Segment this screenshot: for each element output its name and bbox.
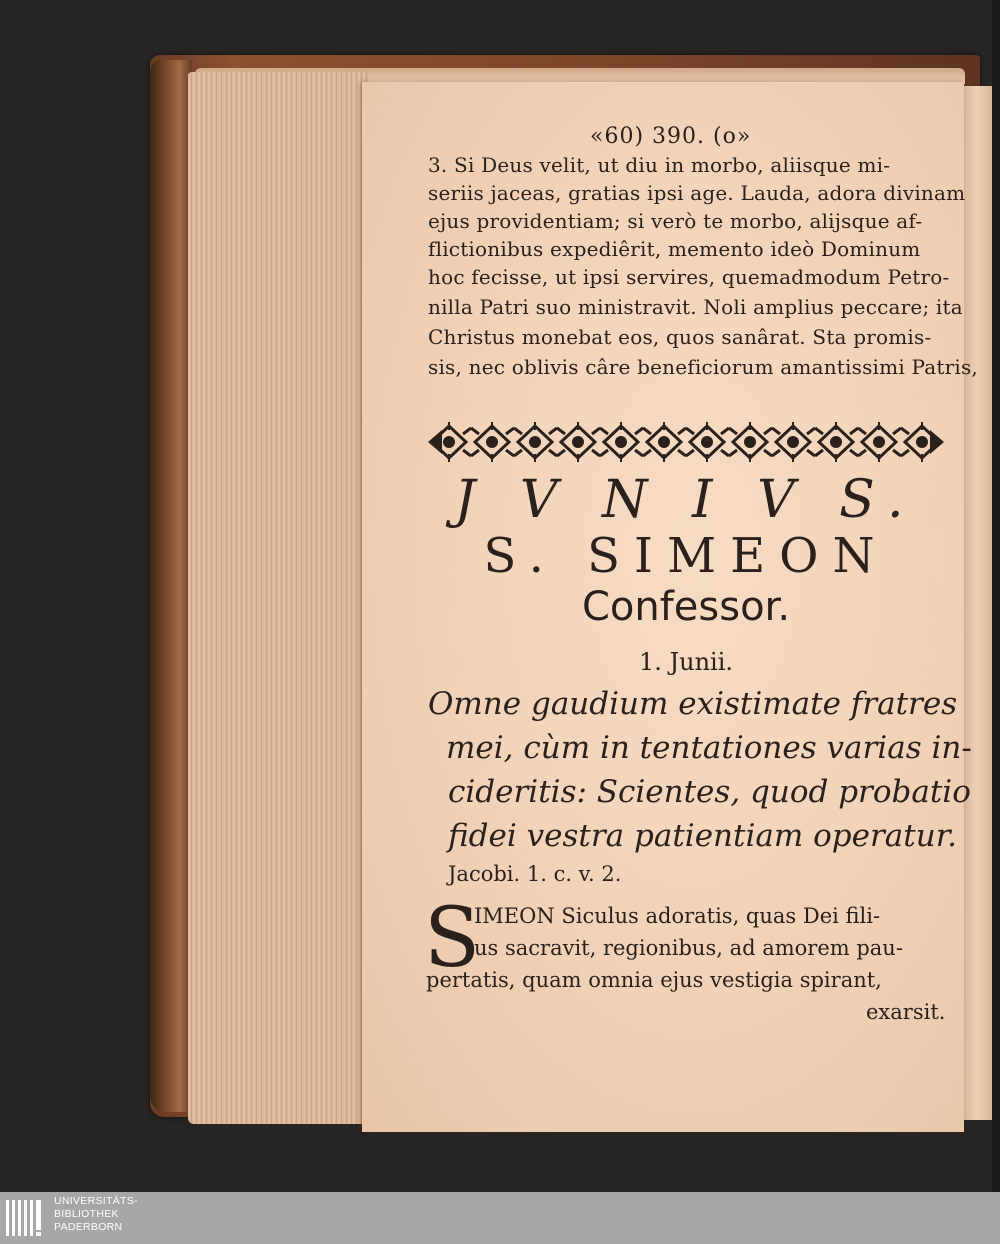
drop-cap: S <box>424 891 481 986</box>
running-header: «60) 390. (o» <box>590 124 752 149</box>
quote-line: fidei vestra patientiam operatur. <box>448 818 957 854</box>
saint-role: Confessor. <box>581 584 791 630</box>
scan-margin <box>992 0 1000 1192</box>
ornament-band <box>428 420 944 464</box>
quote-line: Omne gaudium existimate fratres <box>428 686 958 722</box>
logo-line: PADERBORN <box>54 1221 123 1233</box>
text-line: nilla Patri suo ministravit. Noli amplius peccare; ita <box>428 295 963 319</box>
quote-line: mei, cùm in tentationes varias in- <box>446 730 972 766</box>
text-line: exarsit. <box>866 1000 946 1024</box>
text-line: seriis jaceas, gratias ipsi age. Lauda, adora divinam <box>428 181 966 205</box>
text-line: us sacravit, regionibus, ad amorem pau- <box>474 936 903 960</box>
quote-line: cideritis: Scientes, quod probatio <box>448 774 971 810</box>
month-heading: J V N I V S. <box>454 470 918 530</box>
logo-line: UNIVERSITÄTS- <box>54 1195 138 1207</box>
quote-source: Jacobi. 1. c. v. 2. <box>448 862 622 886</box>
text-line: Christus monebat eos, quos sanârat. Sta promis- <box>428 325 932 349</box>
logo-line: BIBLIOTHEK <box>54 1208 119 1220</box>
library-logo-text <box>54 1195 138 1234</box>
feast-date: 1. Junii. <box>638 648 734 676</box>
library-footer <box>0 1192 1000 1244</box>
text-line: ejus providentiam; si verò te morbo, alijsque af- <box>428 209 923 233</box>
text-line: sis, nec oblivis câre beneficiorum amantissimi Patris, <box>428 355 978 379</box>
text-line: pertatis, quam omnia ejus vestigia spirant, <box>426 968 882 992</box>
text-line: IMEON Siculus adoratis, quas Dei fili- <box>474 904 881 928</box>
library-logo-icon <box>6 1198 46 1238</box>
book-spine-edge <box>150 60 192 1112</box>
page-block-fore-edge <box>188 72 368 1124</box>
saint-title: S. SIMEON <box>483 528 889 584</box>
text-line: 3. Si Deus velit, ut diu in morbo, aliisque mi- <box>428 153 891 177</box>
text-line: hoc fecisse, ut ipsi servires, quemadmodum Petro- <box>428 265 950 289</box>
text-line: flictionibus expediêrit, memento ideò Dominum <box>428 237 921 261</box>
